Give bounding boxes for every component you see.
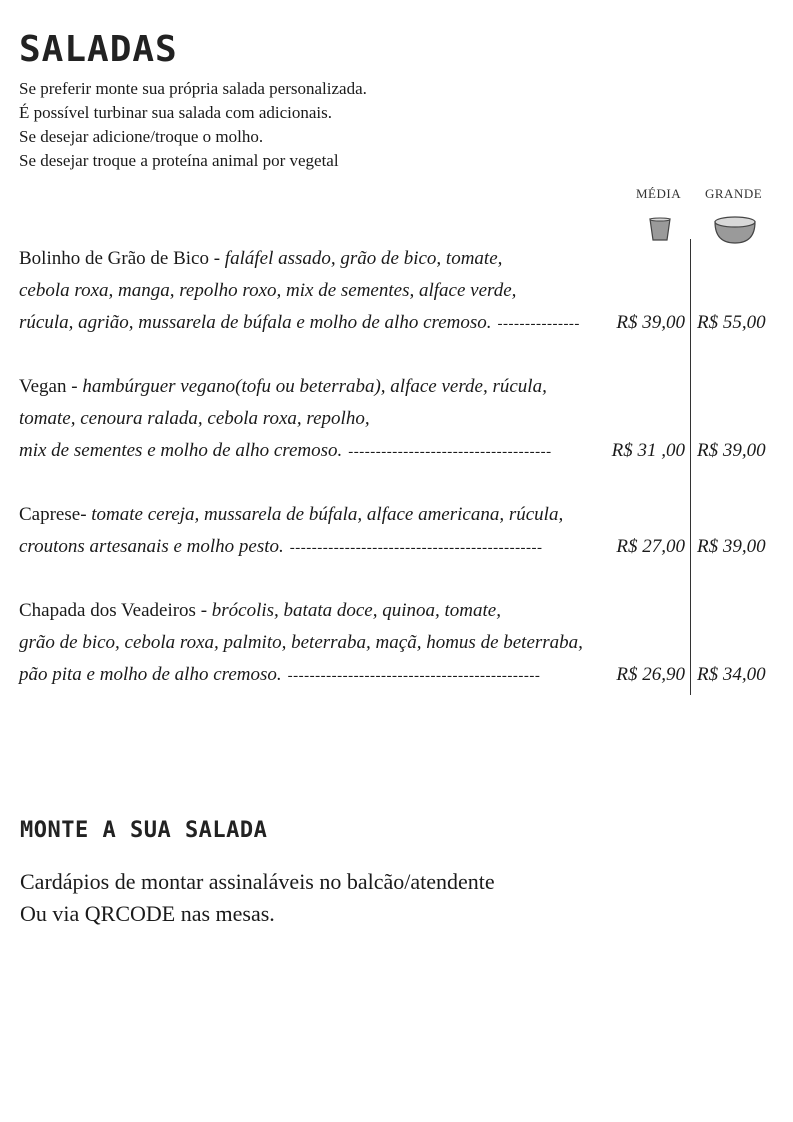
item-description: croutons artesanais e molho pesto. [19,536,284,557]
intro-line: Se desejar troque a proteína animal por vegetal [19,151,339,170]
item-name: Bolinho de Grão de Bico - [19,248,221,269]
item-description: hambúrguer vegano(tofu ou beterraba), alface verde, rúcula, [82,376,547,397]
page-title: SALADAS [19,29,178,70]
item-description: cebola roxa, manga, repolho roxo, mix de sementes, alface verde, [19,280,517,301]
monte-line: Ou via QRCODE nas mesas. [20,901,275,926]
price-grande: R$ 34,00 [697,664,766,685]
section-title-monte: MONTE A SUA SALADA [20,818,268,843]
menu-item-vegan [19,371,789,467]
item-description: brócolis, batata doce, quinoa, tomate, [211,600,501,621]
item-description: pão pita e molho de alho cremoso. [19,664,282,685]
price-media: R$ 26,90 [616,664,685,685]
menu-item-bolinho [19,243,789,339]
intro-line: Se preferir monte sua própria salada personalizada. [19,79,367,98]
price-media: R$ 31 ,00 [611,440,685,461]
intro-line: É possível turbinar sua salada com adicionais. [19,103,332,122]
item-description: faláfel assado, grão de bico, tomate, [224,248,503,269]
cup-icon [649,217,671,241]
price-media: R$ 27,00 [616,536,685,557]
item-description: tomate cereja, mussarela de búfala, alface americana, rúcula, [91,504,564,525]
price-media: R$ 39,00 [616,312,685,333]
item-name: Vegan - [19,376,78,397]
item-description: tomate, cenoura ralada, cebola roxa, repolho, [19,408,370,429]
item-description: rúcula, agrião, mussarela de búfala e molho de alho cremoso. [19,312,492,333]
menu-item-chapada [19,595,789,691]
price-grande: R$ 55,00 [697,312,766,333]
price-grande: R$ 39,00 [697,536,766,557]
item-name: Caprese- [19,504,87,525]
dot-leader: ---------------------------------------------- [289,540,543,556]
intro-text [19,77,367,173]
menu-item-caprese [19,499,789,563]
intro-line: Se desejar adicione/troque o molho. [19,127,264,146]
monte-line: Cardápios de montar assinaláveis no balcão/atendente [20,869,495,894]
price-grande: R$ 39,00 [697,440,766,461]
dot-leader: ---------------------------------------------- [287,668,541,684]
item-name: Chapada dos Veadeiros - [19,600,208,621]
item-description: grão de bico, cebola roxa, palmito, beterraba, maçã, homus de beterraba, [19,632,583,653]
column-header-grande: GRANDE [705,186,763,201]
dot-leader: ------------------------------------- [348,444,552,460]
item-description: mix de sementes e molho de alho cremoso. [19,440,343,461]
monte-text [20,866,495,930]
dot-leader: --------------- [497,316,580,332]
column-header-media: MÉDIA [636,186,682,201]
bowl-icon [713,215,757,245]
